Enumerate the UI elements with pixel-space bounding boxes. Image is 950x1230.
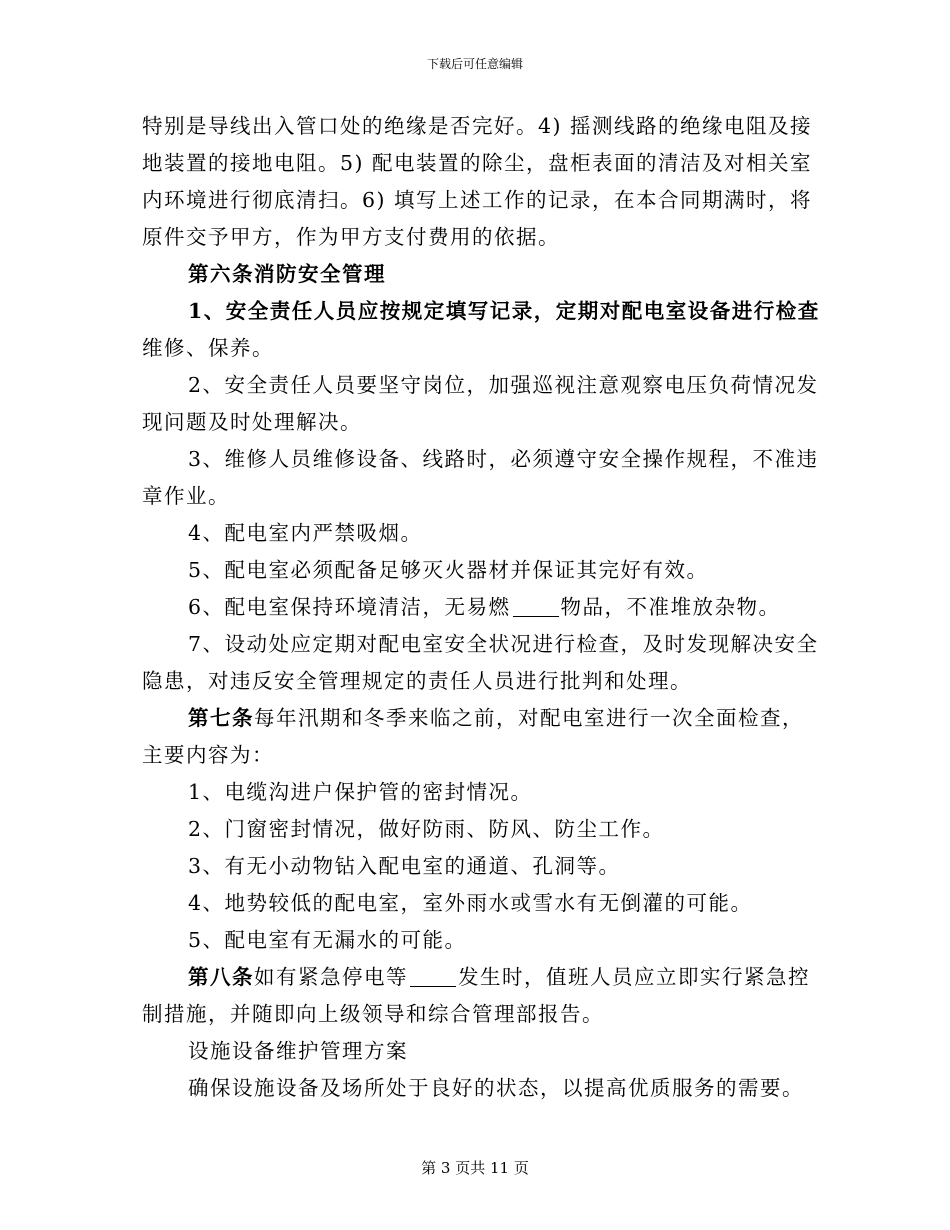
paragraph-line: 确保设施设备及场所处于良好的状态，以提高优质服务的需要。 — [188, 1076, 804, 1100]
section-title: 设施设备维护管理方案 — [188, 1039, 408, 1063]
article-8 — [142, 959, 810, 996]
document-body — [142, 108, 820, 1107]
article-8-text: 发生时，值班人员应立即实行紧急控 — [458, 965, 810, 989]
article-7-cont: 主要内容为： — [142, 743, 274, 767]
list-item: 2、门窗密封情况，做好防雨、防风、防尘工作。 — [188, 817, 665, 841]
article-8-text: 如有紧急停电等 — [254, 965, 408, 989]
article-7-text: 每年汛期和冬季来临之前，对配电室进行一次全面检查， — [254, 706, 804, 730]
paragraph-line: 地装置的接地电阻。5) 配电装置的除尘，盘柜表面的清洁及对相关室 — [142, 151, 813, 175]
item-text: 6、配电室保持环境清洁，无易燃 — [188, 595, 511, 619]
list-item-cont: 隐患，对违反安全管理规定的责任人员进行批判和处理。 — [142, 669, 692, 693]
article-8-cont: 制措施，并随即向上级领导和综合管理部报告。 — [142, 1002, 604, 1026]
list-item — [142, 293, 820, 330]
paragraph-line: 原件交予甲方，作为甲方支付费用的依据。 — [142, 225, 560, 249]
item-text: 物品，不准堆放杂物。 — [560, 595, 781, 619]
paragraph-line: 内环境进行彻底清扫。6) 填写上述工作的记录，在本合同期满时，将 — [142, 188, 813, 212]
list-item: 1、电缆沟进户保护管的密封情况。 — [188, 780, 533, 804]
article-7 — [142, 700, 806, 737]
list-item: 5、配电室有无漏水的可能。 — [188, 928, 467, 952]
item-text: 1、安全责任人员应按规定填写记录，定期对配电室设备进行检查 — [188, 299, 820, 323]
list-item-cont: 章作业。 — [142, 484, 230, 508]
page-footer: 第 3 页共 11 页 — [421, 1159, 529, 1177]
list-item: 7、设动处应定期对配电室安全状况进行检查，及时发现解决安全 — [188, 632, 819, 656]
article-7-label: 第七条 — [188, 706, 254, 730]
list-item — [142, 589, 806, 626]
article-6-heading: 第六条消防安全管理 — [188, 262, 386, 286]
list-item: 4、地势较低的配电室，室外雨水或雪水有无倒灌的可能。 — [188, 891, 753, 915]
page-header: 下载后可任意编辑 — [426, 57, 523, 71]
fill-blank — [410, 966, 456, 988]
list-item: 3、有无小动物钻入配电室的通道、孔洞等。 — [188, 854, 621, 878]
list-item: 2、安全责任人员要坚守岗位，加强巡视注意观察电压负荷情况发 — [188, 373, 819, 397]
fill-blank — [513, 596, 559, 618]
list-item-cont: 现问题及时处理解决。 — [142, 410, 362, 434]
paragraph-line: 特别是导线出入管口处的绝缘是否完好。4) 摇测线路的绝缘电阻及接 — [142, 114, 813, 138]
list-item: 3、维修人员维修设备、线路时，必须遵守安全操作规程，不准违 — [188, 447, 819, 471]
list-item: 5、配电室必须配备足够灭火器材并保证其完好有效。 — [188, 558, 709, 582]
list-item: 4、配电室内严禁吸烟。 — [188, 521, 423, 545]
article-8-label: 第八条 — [188, 965, 254, 989]
list-item-cont: 维修、保养。 — [142, 336, 274, 360]
